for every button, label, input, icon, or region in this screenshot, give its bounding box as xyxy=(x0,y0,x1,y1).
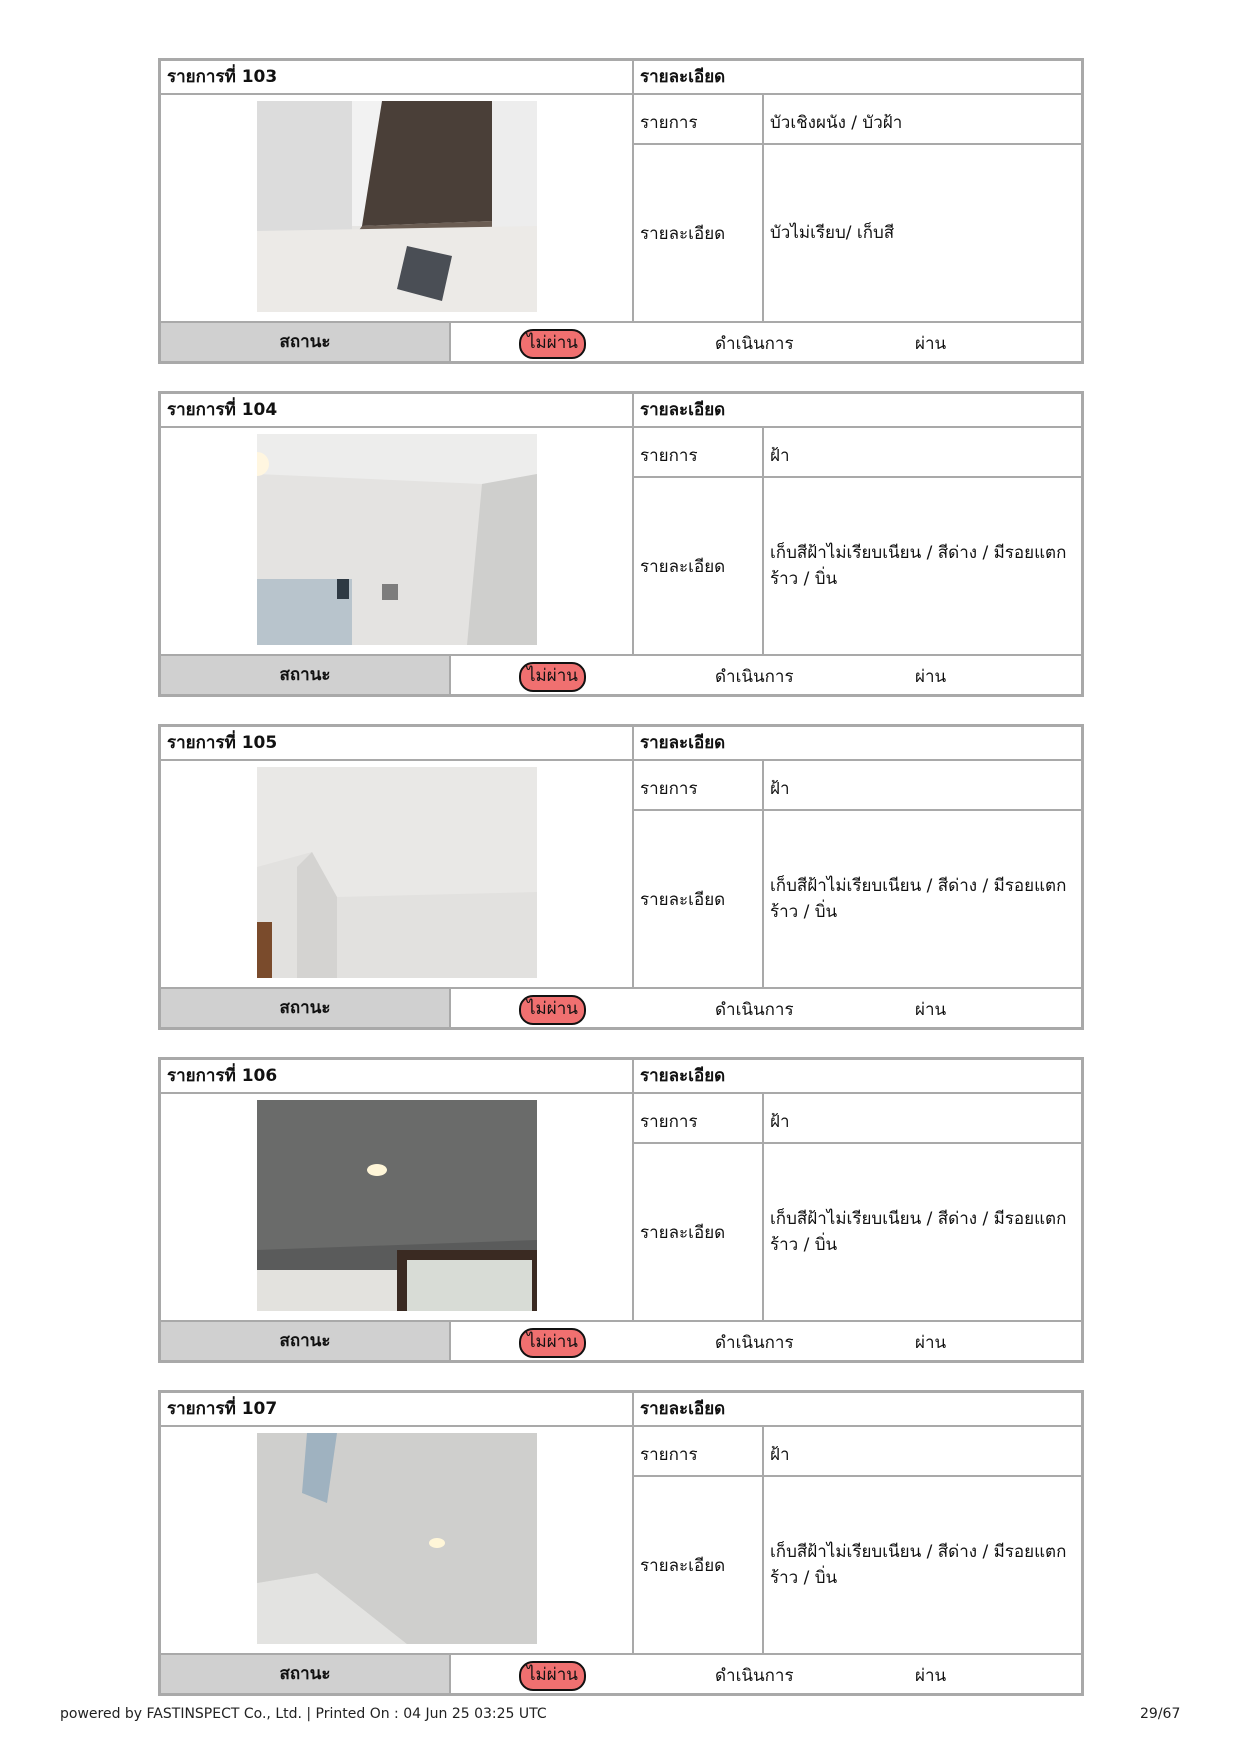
status-in-progress-option[interactable]: ดำเนินการ xyxy=(715,667,794,687)
detail-label: รายละเอียด xyxy=(634,811,764,987)
card-title: รายการที่ 103 xyxy=(161,61,634,95)
status-label: สถานะ xyxy=(161,989,451,1027)
page-number: 29/67 xyxy=(1140,1706,1181,1722)
status-fail-badge[interactable]: ไม่ผ่าน xyxy=(519,1328,586,1358)
inspection-card-103 xyxy=(158,58,1084,364)
item-value: ฝ้า xyxy=(764,1427,1081,1477)
detail-value: บัวไม่เรียบ/ เก็บสี xyxy=(770,223,895,243)
item-label: รายการ xyxy=(634,761,764,811)
detail-header: รายละเอียด xyxy=(634,1060,1081,1094)
status-pass-option[interactable]: ผ่าน xyxy=(915,1000,947,1020)
card-title: รายการที่ 104 xyxy=(161,394,634,428)
item-value: บัวเชิงผนัง / บัวฝ้า xyxy=(764,95,1081,145)
status-label: สถานะ xyxy=(161,323,451,361)
photo-cell xyxy=(161,95,634,321)
status-pass-option[interactable]: ผ่าน xyxy=(915,1333,947,1353)
detail-value: เก็บสีฝ้าไม่เรียบเนียน / สีด่าง / มีรอยแตกร้าว / บิ่น xyxy=(770,1542,1067,1588)
status-pass-option[interactable]: ผ่าน xyxy=(915,1666,947,1686)
status-fail-badge[interactable]: ไม่ผ่าน xyxy=(519,995,586,1025)
inspection-photo[interactable] xyxy=(257,767,537,978)
status-fail-badge[interactable]: ไม่ผ่าน xyxy=(519,1661,586,1691)
status-in-progress-option[interactable]: ดำเนินการ xyxy=(715,1000,794,1020)
status-in-progress-option[interactable]: ดำเนินการ xyxy=(715,1666,794,1686)
detail-header: รายละเอียด xyxy=(634,727,1081,761)
photo-cell xyxy=(161,1427,634,1653)
detail-value: เก็บสีฝ้าไม่เรียบเนียน / สีด่าง / มีรอยแตกร้าว / บิ่น xyxy=(770,543,1067,589)
photo-cell xyxy=(161,761,634,987)
status-label: สถานะ xyxy=(161,656,451,694)
photo-cell xyxy=(161,1094,634,1320)
status-row xyxy=(161,321,1081,361)
detail-label: รายละเอียด xyxy=(634,1144,764,1320)
item-label: รายการ xyxy=(634,95,764,145)
inspection-card-104 xyxy=(158,391,1084,697)
card-title: รายการที่ 105 xyxy=(161,727,634,761)
item-value: ฝ้า xyxy=(764,1094,1081,1144)
status-fail-badge[interactable]: ไม่ผ่าน xyxy=(519,329,586,359)
detail-header: รายละเอียด xyxy=(634,394,1081,428)
status-in-progress-option[interactable]: ดำเนินการ xyxy=(715,1333,794,1353)
footer-credit: powered by FASTINSPECT Co., Ltd. | Printed On : 04 Jun 25 03:25 UTC xyxy=(60,1706,547,1722)
status-pass-option[interactable]: ผ่าน xyxy=(915,334,947,354)
status-label: สถานะ xyxy=(161,1322,451,1360)
item-value: ฝ้า xyxy=(764,761,1081,811)
photo-cell xyxy=(161,428,634,654)
status-row xyxy=(161,654,1081,694)
inspection-card-105 xyxy=(158,724,1084,1030)
status-row xyxy=(161,1653,1081,1693)
detail-label: รายละเอียด xyxy=(634,478,764,654)
inspection-card-107 xyxy=(158,1390,1084,1696)
detail-label: รายละเอียด xyxy=(634,145,764,321)
status-fail-badge[interactable]: ไม่ผ่าน xyxy=(519,662,586,692)
status-row xyxy=(161,1320,1081,1360)
card-title: รายการที่ 106 xyxy=(161,1060,634,1094)
detail-header: รายละเอียด xyxy=(634,61,1081,95)
inspection-photo[interactable] xyxy=(257,101,537,312)
status-label: สถานะ xyxy=(161,1655,451,1693)
detail-label: รายละเอียด xyxy=(634,1477,764,1653)
item-label: รายการ xyxy=(634,428,764,478)
inspection-photo[interactable] xyxy=(257,1100,537,1311)
status-row xyxy=(161,987,1081,1027)
card-title: รายการที่ 107 xyxy=(161,1393,634,1427)
item-value: ฝ้า xyxy=(764,428,1081,478)
detail-value: เก็บสีฝ้าไม่เรียบเนียน / สีด่าง / มีรอยแตกร้าว / บิ่น xyxy=(770,1209,1067,1255)
item-label: รายการ xyxy=(634,1427,764,1477)
inspection-card-106 xyxy=(158,1057,1084,1363)
item-label: รายการ xyxy=(634,1094,764,1144)
detail-header: รายละเอียด xyxy=(634,1393,1081,1427)
status-pass-option[interactable]: ผ่าน xyxy=(915,667,947,687)
inspection-photo[interactable] xyxy=(257,434,537,645)
inspection-photo[interactable] xyxy=(257,1433,537,1644)
status-in-progress-option[interactable]: ดำเนินการ xyxy=(715,334,794,354)
detail-value: เก็บสีฝ้าไม่เรียบเนียน / สีด่าง / มีรอยแตกร้าว / บิ่น xyxy=(770,876,1067,922)
